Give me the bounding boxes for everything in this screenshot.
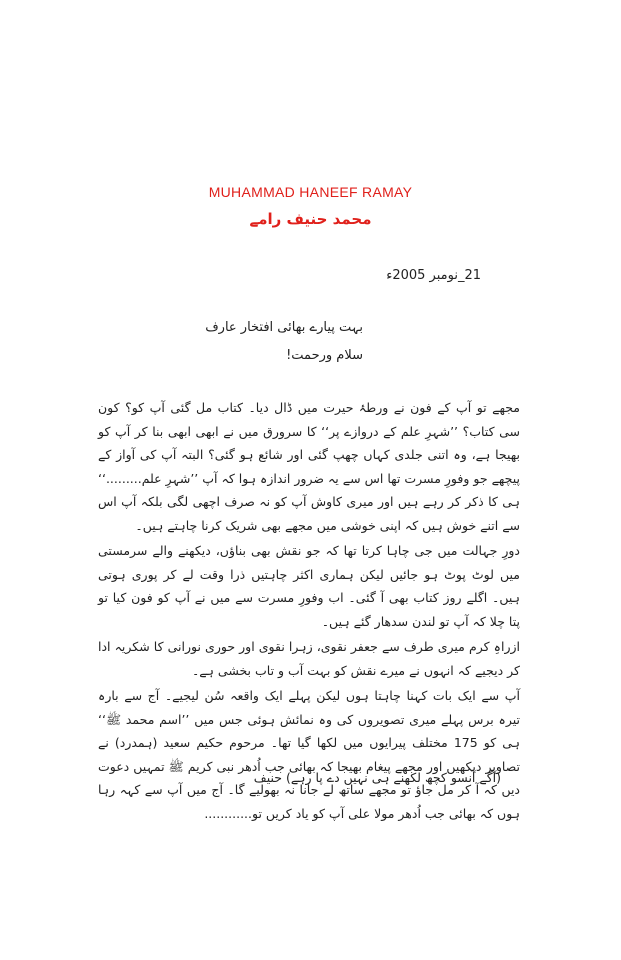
paragraph-4: آپ سے ایک بات کہنا چاہتا ہوں لیکن پہلے ایک واقعہ سُن لیجیے۔ آج سے بارہ تیرہ برس پہلے میری تصویروں کی وہ نمائش ہوئی جس میں ’’اسم محمد ﷺ‘‘ ہی کو 175 مختلف پیرایوں میں لکھا گیا تھا۔ مرحوم حکیم سعید (ہمدرد) نے تصاویر دیکھیں اور مجھے پیغام بھیجا کہ بھائی جب اُدھر نبی کریم ﷺ تمہیں دعوت دیں کہ آ کر مل جاؤ تو مجھے ساتھ لے جانا نہ بھولیے گا۔ آج میں آپ سے کہہ رہا ہوں کہ بھائی جب اُدھر مولا علی آپ کو یاد کریں تو............ (98, 688, 520, 821)
author-name-urdu: محمد حنیف رامے (249, 210, 372, 228)
salutation-greeting: سلام ورحمت! (286, 348, 363, 363)
letter-closing: (آگے آنسو کچھ لکھنے ہی نہیں دے پا رہے) حنیف (253, 770, 501, 785)
author-name-english: MUHAMMAD HANEEF RAMAY (208, 184, 413, 200)
salutation (205, 314, 363, 370)
letter-date: 21_نومبر 2005ء (386, 268, 481, 283)
paragraph-3: ازراہِ کرم میری طرف سے جعفر نقوی، زہرا نقوی اور حوری نورانی کا شکریہ ادا کر دیجیے کہ انہوں نے میرے نقش کو بہت آب و تاب بخشی ہے۔ (98, 639, 520, 678)
salutation-addressee: بہت پیارے بھائی افتخار عارف (205, 320, 363, 335)
paragraph-1: مجھے تو آپ کے فون نے ورطۂ حیرت میں ڈال دیا۔ کتاب مل گئی آپ کو؟ کون سی کتاب؟ ’’شہرِ علم کے دروازے پر‘‘ کا سرورق میں نے ابھی ابھی بنا کر آپ کو بھیجا ہے، وہ اتنی جلدی کہاں چھپ گئی اور شائع ہو گئی؟ البتہ آپ کی آواز کے پیچھے جو وفورِ مسرت تھا اس سے یہ ضرور اندازہ ہوا کہ آپ ’’شہرِ علم.........‘‘ ہی کا ذکر کر رہے ہیں اور میری کاوش آپ کو نہ صرف اچھی لگی بلکہ آپ اس سے اتنے خوش ہیں کہ اپنی خوشی میں مجھے بھی شریک کرنا چاہتے ہیں۔ (98, 400, 520, 533)
paragraph-2: دورِ جہالت میں جی چاہا کرتا تھا کہ جو نقش بھی بناؤں، دیکھنے والے سرمستی میں لوٹ پوٹ ہو جائیں لیکن ہماری اکثر چاہتیں ذرا وقت لے کر پوری ہوتی ہیں۔ اگلے روز کتاب بھی آ گئی۔ اب وفورِ مسرت سے میں نے آپ کو فون کیا تو پتا چلا کہ آپ تو لندن سدھار گئے ہیں۔ (98, 543, 520, 629)
letter-body (98, 396, 520, 825)
